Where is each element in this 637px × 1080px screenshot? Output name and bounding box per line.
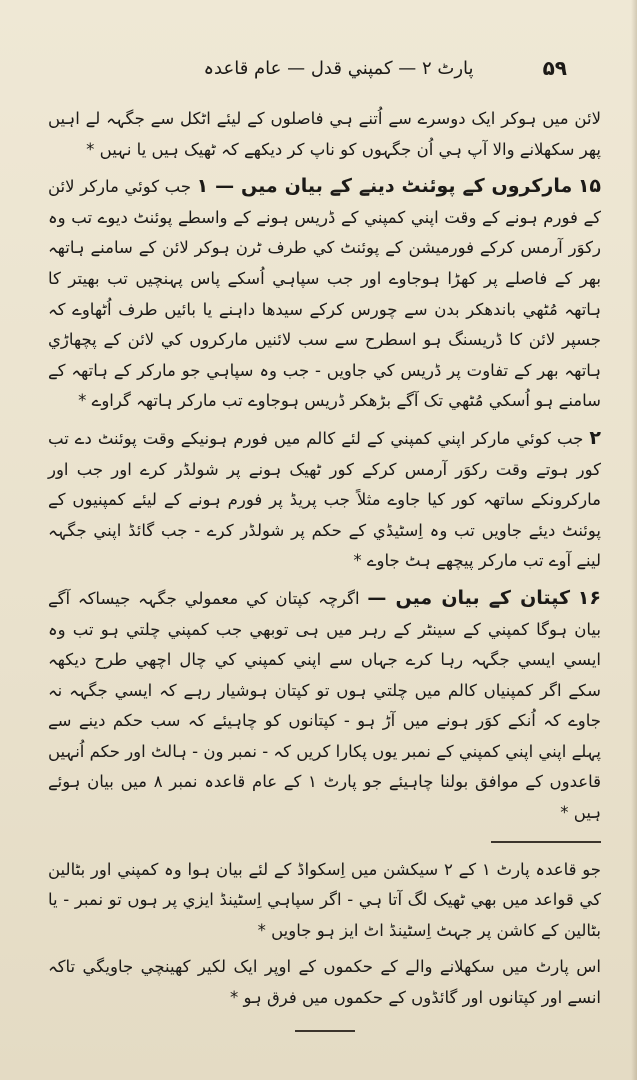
- page-body: [48, 104, 601, 1032]
- note-paragraph-1: [48, 855, 601, 947]
- paragraph-1-text: لائن میں ہوکر ایک دوسرے سے اُتنے ہي فاصلوں کے لیئے اٹکل سے جگہہ لے اہیں پھر سکھلانے والا آپ ہي اُن جگہوں کو ناپ کر دیکھے کہ ٹھیک ہیں یا نہیں *: [48, 109, 601, 159]
- paragraph-1: [48, 104, 601, 165]
- clause-2-number: ۲: [589, 426, 601, 449]
- note-paragraph-1-text: جو قاعدہ پارٹ ۱ کے ۲ سیکشن میں اِسکواڈ کے لئے بیان ہوا وہ کمپني اور بٹالین کي قواعد میں بھي ٹھیک لگ آتا ہي - اگر سپاہي اِسٹینڈ ایزي پر ہوں تو نمبر - یا بٹالین کے کاشن پر جہٹ اِسٹینڈ اٹ ایز ہو جاویں *: [48, 859, 601, 940]
- note-divider: [491, 841, 601, 843]
- section-15-text: جب کوئي مارکر لائن کے فورم ہونے کے وقت اپني کمپني کے ڈریس ہونے کے واسطے پوئنٹ دیوے تب وہ رکوَر آرمس کرکے فورمیشن کے پوئنٹ کي طرف ٹرن ہوکر لائن کے سامنے ہاتھہ بھر کے فاصلے پر کھڑا ہوجاوے اور جب سپاہي اُسکے پاس پہنچیں تب بھیتر کا ہاتھہ مُٹھي باندھکر بدن سے چورس کرکے سیدھا داہنے یا بائیں طرف اُٹھاوے کہ جسپر لائن کا ڈریسنگ ہو اسطرح سے سب لائنیں مارکروں کي لائن کے پچھاڑي ہاتھہ بھر کے تفاوت پر ڈریس کي جاویں - جب وہ سپاہي جو مارکر کے ہاتھہ کے سامنے ہو اُسکي مُٹھي تک آگے بڑھکر ڈریس ہوجاوے تب مارکر ہاتھہ گراوے *: [48, 177, 601, 411]
- note-paragraph-2: [48, 952, 601, 1013]
- clause-2-text: جب کوئي مارکر اپني کمپني کے لئے کالم میں فورم ہونیکے وقت پوئنٹ دے تب کور ہوتے وقت رکوَر آرمس کرکے کور ٹھیک ہونے پر شولڈر کرے اور جب اور مارکرونکے ساتھہ کور کیا جاوے مثلاً جب پریڈ پر فورم ہونے کے لیئے کمپنیوں کے پوئنٹ دیئے جاویں تب وہ اِسٹیڈي کے حکم پر شولڈر کرے - جب گائڈ اپني جگہہ لینے آوے تب مارکر پیچھے ہٹ جاوے *: [48, 428, 601, 571]
- note-paragraph-2-text: اس پارٹ میں سکھلانے والے کے حکموں کے اوپر ایک لکیر کھینچي جاویگي تاکہ انسے اور کپتانوں اور گائڈوں کے حکموں میں فرق ہو *: [48, 957, 601, 1008]
- page-edge-shade: [631, 0, 637, 1080]
- section-16-text: اگرچہ کپتان کي معمولي جگہہ جیساکہ آگے بیان ہوگا کمپني کے سینٹر کے رہر میں ہی توبھي جب کمپني چلتي ہو تب وہ ایسي ایسي جگہہ رہا کرے جہاں سے اپني کمپني کي چال اچھي طرح دیکھہ سکے اگر کمپنیاں کالم میں چلتي ہوں تو کپتان ہوشیار رہے کہ ایسي جگہہ نہ جاوے کہ اُنکے کوَر ہونے میں آڑ ہو - کپتانوں کو چاہیئے کہ سب حکم دینے سے پہلے اپني اپني کمپني کے نمبر یوں پکارا کریں کہ - نمبر ون - ہالٹ اور حکم اُنہیں قاعدوں کے موافق بولنا چاہیئے جو پارٹ ۱ کے عام قاعدہ نمبر ۸ میں بیان ہوئے ہیں *: [48, 588, 602, 823]
- section-15-paragraph: [48, 171, 601, 417]
- end-divider: [295, 1030, 355, 1032]
- section-15-heading: مارکروں کے پوئنٹ دینے کے بیان میں — ۱: [196, 175, 573, 198]
- page-header: [60, 56, 607, 92]
- running-title: پارٹ ۲ — کمپني قدل — عام قاعدہ: [203, 58, 474, 79]
- section-16-heading: کپتان کے بیان میں —: [367, 586, 570, 609]
- page-number: ۵۹: [542, 56, 567, 80]
- section-16-paragraph: [48, 583, 601, 829]
- clause-2-paragraph: [48, 423, 601, 577]
- section-16-number: ۱۶: [577, 586, 601, 609]
- section-15-number: ۱۵: [577, 175, 602, 198]
